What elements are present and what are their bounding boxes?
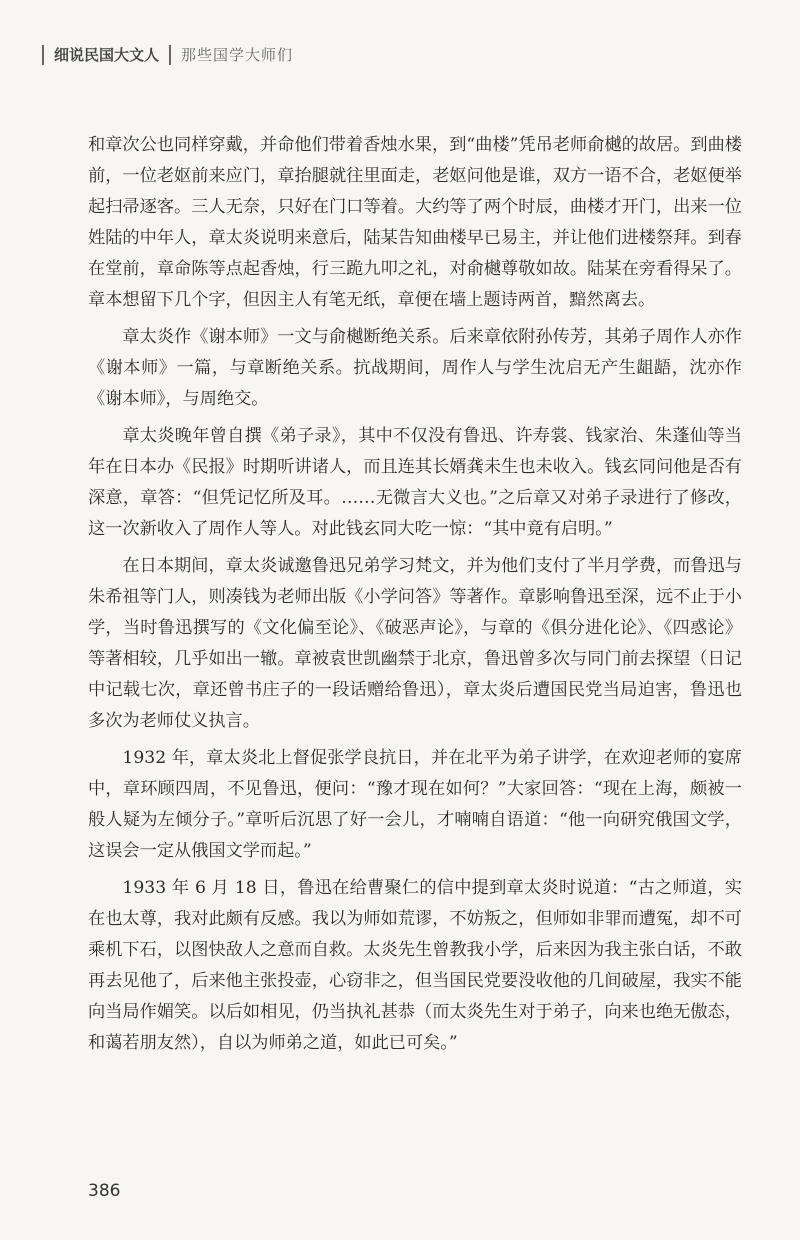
paragraph: 在日本期间，章太炎诚邀鲁迅兄弟学习梵文，并为他们支付了半月学费，而鲁迅与朱希祖等门人，则凑钱为老师出版《小学问答》等著作。章影响鲁迅至深，远不止于小学，当时鲁迅撰写的《文化偏至论》、《破恶声论》，与章的《俱分进化论》、《四惑论》等著相较，几乎如出一辙。章被袁世凯幽禁于北京，鲁迅曾多次与同门前去探望（日记中记载七次，章还曾书庄子的一段话赠给鲁迅），章太炎后遭国民党当局迫害，鲁迅也多次为老师仗义执言。 (88, 556, 742, 731)
paragraph: 和章次公也同样穿戴，并命他们带着香烛水果，到“曲楼”凭吊老师俞樾的故居。到曲楼前，一位老妪前来应门，章抬腿就往里面走，老妪问他是谁，双方一语不合，老妪便举起扫帚逐客。三人无奈，只好在门口等着。大约等了两个时辰，曲楼才开门，出来一位姓陆的中年人，章太炎说明来意后，陆某告知曲楼早已易主，并让他们进楼祭拜。到春在堂前，章命陈等点起香烛，行三跪九叩之礼，对俞樾尊敬如故。陆某在旁看得呆了。章本想留下几个字，但因主人有笔无纸，章便在墙上题诗两首，黯然离去。 (88, 135, 742, 310)
page-number: 386 (88, 1181, 121, 1201)
chapter-title: 那些国学大师们 (181, 46, 294, 64)
running-header (42, 44, 293, 65)
book-title: 细说民国大文人 (54, 46, 160, 64)
paragraph: 1933 年 6 月 18 日，鲁迅在给曹聚仁的信中提到章太炎时说道：“古之师道，实在也太尊，我对此颇有反感。我以为师如荒谬，不妨叛之，但师如非罪而遭冤，却不可乘机下石，以图快敌人之意而自救。太炎先生曾教我小学，后来因为我主张白话，不敢再去见他了，后来他主张投壶，心窃非之，但当国民党要没收他的几间破屋，我实不能向当局作媚笑。以后如相见，仍当执礼甚恭（而太炎先生对于弟子，向来也绝无傲态，和蔼若朋友然），自以为师弟之道，如此已可矣。” (88, 878, 742, 1053)
body-text (88, 130, 742, 1065)
paragraph: 章太炎作《谢本师》一文与俞樾断绝关系。后来章依附孙传芳，其弟子周作人亦作《谢本师》一篇，与章断绝关系。抗战期间，周作人与学生沈启无产生龃龉，沈亦作《谢本师》，与周绝交。 (88, 327, 742, 409)
header-divider (169, 45, 171, 65)
paragraph: 章太炎晚年曾自撰《弟子录》，其中不仅没有鲁迅、许寿裳、钱家治、朱蓬仙等当年在日本办《民报》时期听讲诸人，而且连其长婿龚未生也未收入。钱玄同问他是否有深意，章答：“但凭记忆所及耳。……无微言大义也。”之后章又对弟子录进行了修改，这一次新收入了周作人等人。对此钱玄同大吃一惊：“其中竟有启明。” (88, 426, 742, 539)
paragraph: 1932 年，章太炎北上督促张学良抗日，并在北平为弟子讲学，在欢迎老师的宴席中，章环顾四周，不见鲁迅，便问：“豫才现在如何？”大家回答：“现在上海，颇被一般人疑为左倾分子。”章听后沉思了好一会儿，才喃喃自语道：“他一向研究俄国文学，这误会一定从俄国文学而起。” (88, 748, 742, 861)
header-divider (42, 45, 44, 65)
